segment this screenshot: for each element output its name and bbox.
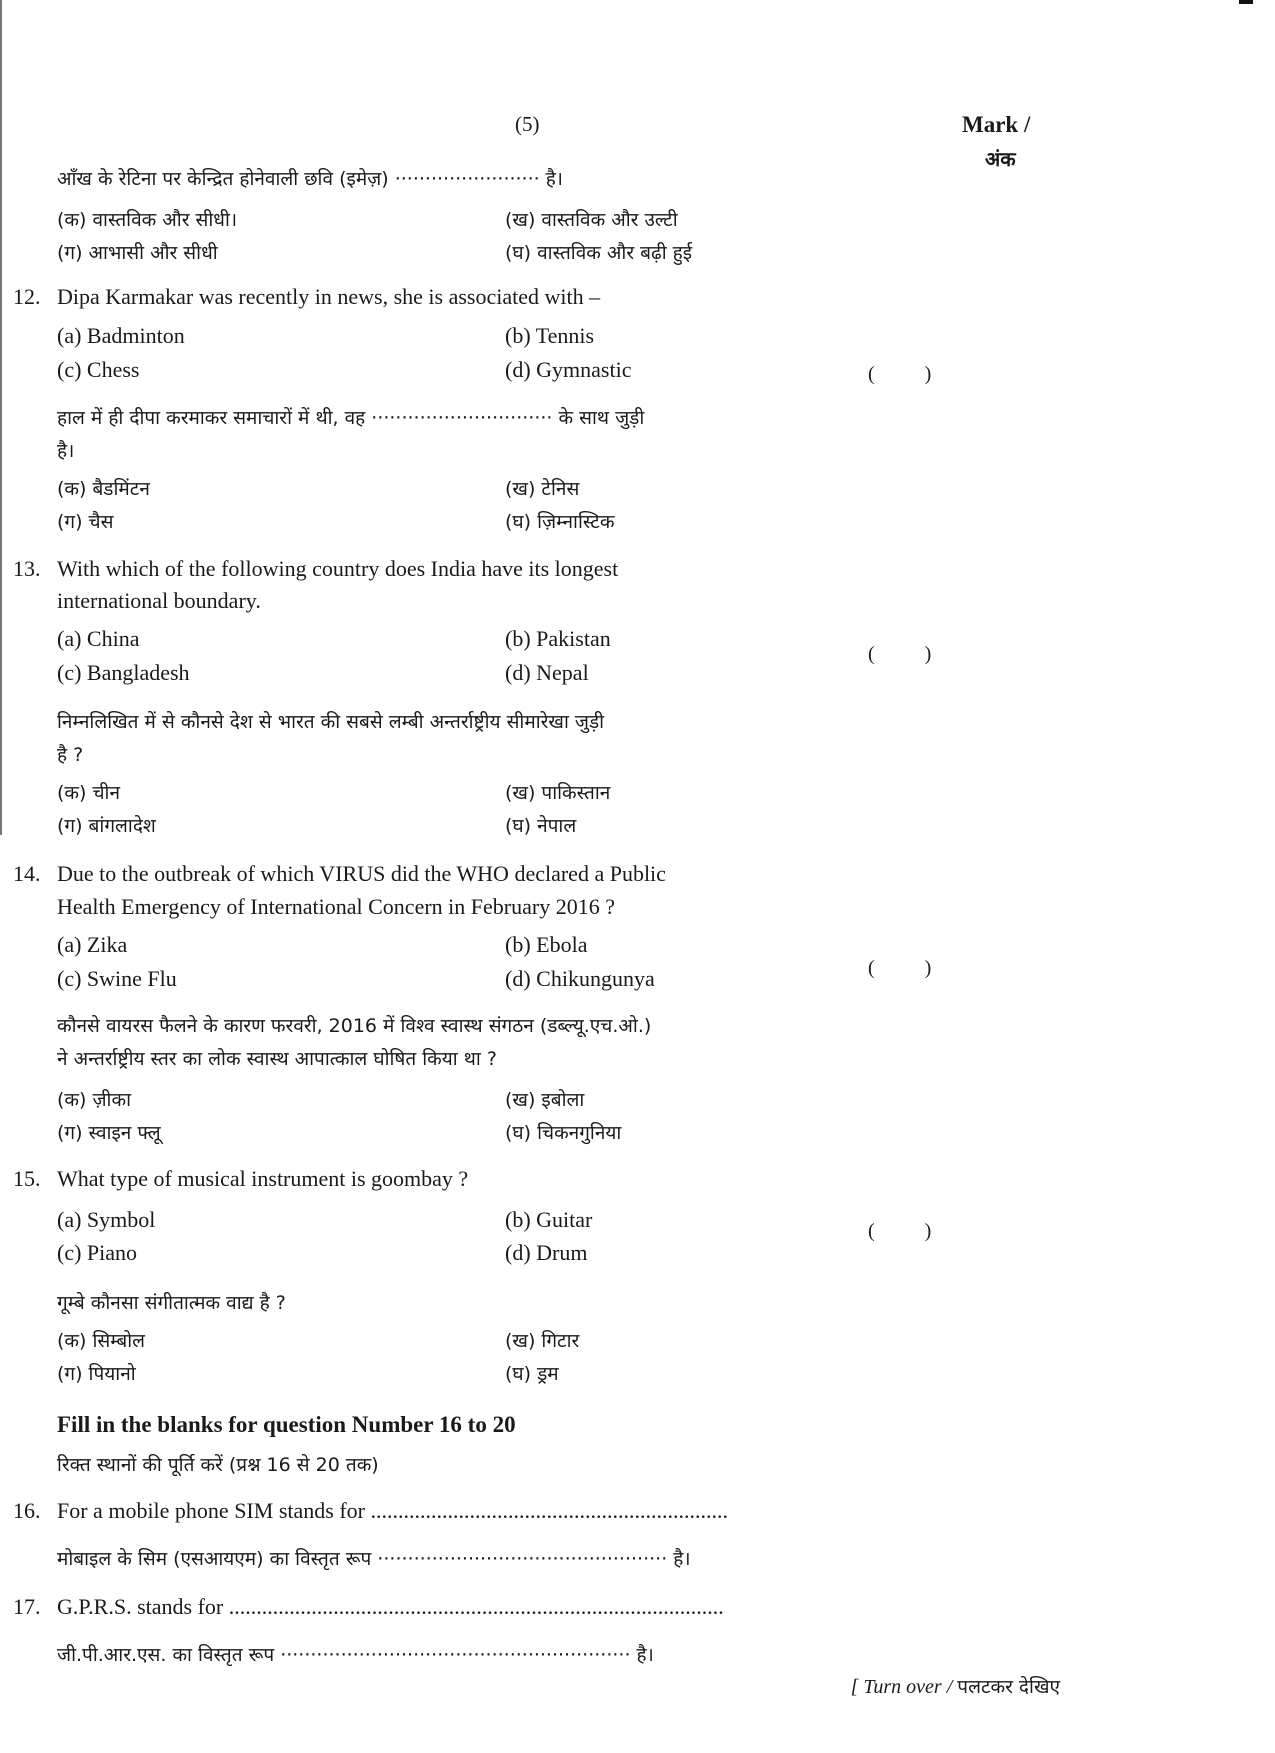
q15-option-d: (d) Drum: [505, 1240, 588, 1265]
q11-hindi-option-b: (ख) वास्तविक और उल्टी: [505, 209, 678, 231]
q13-hindi-option-c: (ग) बांगलादेश: [57, 815, 156, 837]
q12-option-d: (d) Gymnastic: [505, 357, 632, 382]
q14-hindi-option-a: (क) ज़ीका: [57, 1089, 131, 1111]
q11-hindi-option-a: (क) वास्तविक और सीधी।: [57, 209, 238, 231]
q14-hindi-option-c: (ग) स्वाइन फ्लू: [57, 1122, 161, 1144]
q14-option-d: (d) Chikungunya: [505, 966, 655, 991]
fill-in-blanks-heading-hindi: रिक्त स्थानों की पूर्ति करें (प्रश्न 16 से 20 तक): [57, 1454, 379, 1476]
q13-option-d: (d) Nepal: [505, 660, 589, 685]
q15-hindi-option-d: (घ) ड्रम: [505, 1363, 559, 1385]
page-number: (5): [515, 112, 540, 136]
q13-hindi-stem-line1: निम्नलिखित में से कौनसे देश से भारत की सबसे लम्बी अन्तर्राष्ट्रीय सीमारेखा जुड़ी: [57, 711, 605, 733]
q15-stem: What type of musical instrument is goombay ?: [57, 1166, 469, 1191]
q14-number: 14.: [13, 861, 41, 886]
q17-hindi-stem: जी.पी.आर.एस. का विस्तृत रूप ·························································· है।: [57, 1644, 654, 1666]
q14-hindi-stem-line2: ने अन्तर्राष्ट्रीय स्तर का लोक स्वास्थ आपात्काल घोषित किया था ?: [57, 1048, 497, 1070]
q13-stem-line1: With which of the following country does India have its longest: [57, 556, 619, 581]
q16-stem: For a mobile phone SIM stands for .................................................................: [57, 1498, 728, 1523]
q17-number: 17.: [13, 1594, 41, 1619]
q13-stem-line2: international boundary.: [57, 588, 261, 613]
q13-hindi-option-b: (ख) पाकिस्तान: [505, 782, 611, 804]
q14-option-a: (a) Zika: [57, 932, 128, 957]
q12-option-b: (b) Tennis: [505, 323, 595, 348]
corner-mark: [1239, 0, 1253, 4]
q13-hindi-option-d: (घ) नेपाल: [505, 815, 577, 837]
q15-number: 15.: [13, 1166, 41, 1191]
q12-hindi-option-a: (क) बैडमिंटन: [57, 478, 150, 500]
q15-hindi-stem: गूम्बे कौनसा संगीतात्मक वाद्य है ?: [57, 1292, 286, 1314]
q13-option-b: (b) Pakistan: [505, 626, 611, 651]
q14-option-c: (c) Swine Flu: [57, 966, 177, 991]
q15-hindi-option-c: (ग) पियानो: [57, 1363, 136, 1385]
q12-hindi-option-b: (ख) टेनिस: [505, 478, 580, 500]
q12-option-a: (a) Badminton: [57, 323, 185, 348]
q13-option-c: (c) Bangladesh: [57, 660, 190, 685]
q13-number: 13.: [13, 556, 41, 581]
turn-over-text-hindi: पलटकर देखिए: [957, 1676, 1060, 1698]
q17-stem: G.P.R.S. stands for ..........................................................................................: [57, 1594, 724, 1619]
page-edge-line: [0, 0, 2, 835]
q16-number: 16.: [13, 1498, 41, 1523]
q14-hindi-option-b: (ख) इबोला: [505, 1089, 585, 1111]
q11-hindi-option-c: (ग) आभासी और सीधी: [57, 242, 218, 264]
q16-hindi-stem: मोबाइल के सिम (एसआयएम) का विस्तृत रूप ················································ है।: [57, 1548, 691, 1570]
mark-column-title: Mark /: [962, 112, 1031, 137]
q12-hindi-option-c: (ग) चैस: [57, 511, 114, 533]
q11-hindi-option-d: (घ) वास्तविक और बढ़ी हुई: [505, 242, 693, 264]
q14-hindi-stem-line1: कौनसे वायरस फैलने के कारण फरवरी, 2016 में विश्व स्वास्थ संगठन (डब्ल्यू.एच.ओ.): [57, 1015, 652, 1037]
q12-number: 12.: [13, 284, 41, 309]
q14-answer-bracket: ( ): [868, 957, 932, 979]
q13-hindi-option-a: (क) चीन: [57, 782, 120, 804]
q12-hindi-stem-line1: हाल में ही दीपा करमाकर समाचारों में थी, वह ······························ के साथ जुड़ी: [57, 407, 645, 429]
q15-option-c: (c) Piano: [57, 1240, 138, 1265]
q12-stem: Dipa Karmakar was recently in news, she is associated with –: [57, 284, 601, 309]
q12-answer-bracket: ( ): [868, 363, 932, 385]
turn-over-text: [ Turn over /: [850, 1676, 953, 1698]
q15-hindi-option-a: (क) सिम्बोल: [57, 1330, 146, 1352]
q13-option-a: (a) China: [57, 626, 140, 651]
q15-option-b: (b) Guitar: [505, 1207, 593, 1232]
q12-option-c: (c) Chess: [57, 357, 140, 382]
q12-hindi-option-d: (घ) ज़िम्नास्टिक: [505, 511, 615, 533]
q12-hindi-stem-line2: है।: [57, 440, 75, 462]
q11-hindi-stem: आँख के रेटिना पर केन्द्रित होनेवाली छवि (इमेज़) ························ है।: [57, 168, 564, 190]
q14-hindi-option-d: (घ) चिकनगुनिया: [505, 1122, 622, 1144]
q13-answer-bracket: ( ): [868, 643, 932, 665]
q15-hindi-option-b: (ख) गिटार: [505, 1330, 580, 1352]
mark-column-title-hindi: अंक: [985, 149, 1016, 171]
q13-hindi-stem-line2: है ?: [57, 744, 84, 766]
q14-option-b: (b) Ebola: [505, 932, 588, 957]
q14-stem-line2: Health Emergency of International Concern in February 2016 ?: [57, 894, 615, 919]
turn-over-note: [851, 1673, 1060, 1699]
q14-stem-line1: Due to the outbreak of which VIRUS did the WHO declared a Public: [57, 861, 666, 886]
q15-option-a: (a) Symbol: [57, 1207, 156, 1232]
fill-in-blanks-heading: Fill in the blanks for question Number 16 to 20: [57, 1412, 516, 1437]
q15-answer-bracket: ( ): [868, 1220, 932, 1242]
